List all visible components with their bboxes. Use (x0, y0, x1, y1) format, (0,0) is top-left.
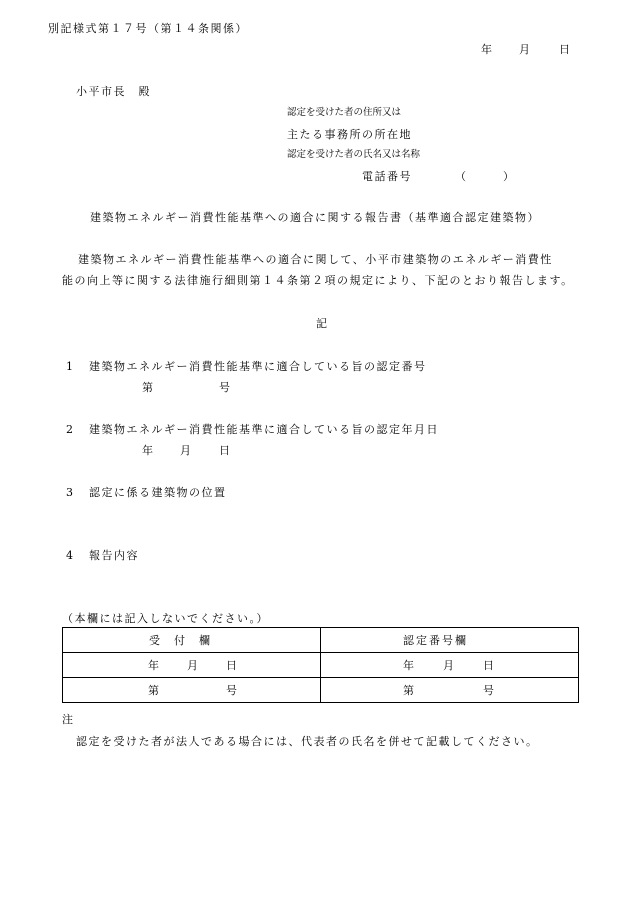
cert-number-header: 認定番号欄 (403, 634, 468, 647)
phone-label: 電話番号 (362, 170, 412, 183)
form-number: 別記様式第１７号（第１４条関係） (48, 22, 248, 35)
cert-month: 月 (443, 659, 454, 672)
item-2-month: 月 (180, 444, 191, 457)
applicant-office-label: 主たる事務所の所在地 (287, 128, 412, 141)
item-2-number: 2 (66, 423, 73, 436)
reception-month: 月 (187, 659, 198, 672)
reception-number-cell (63, 678, 321, 703)
cert-go: 号 (483, 684, 494, 697)
item-1-number: 1 (66, 360, 73, 373)
footnote-label: 注 (62, 713, 73, 726)
reception-day: 日 (226, 659, 237, 672)
reception-dai: 第 (148, 684, 159, 697)
table-number-row (63, 678, 579, 703)
applicant-address-label: 認定を受けた者の住所又は (287, 107, 402, 118)
date-day: 日 (559, 43, 570, 56)
cert-number-cell (321, 678, 579, 703)
cert-dai: 第 (403, 684, 414, 697)
item-4-text: 報告内容 (89, 549, 139, 562)
body-line-2: 能の向上等に関する法律施行細則第１４条第２項の規定により、下記のとおり報告します。 (62, 274, 574, 287)
office-use-table (62, 627, 579, 703)
addressee: 小平市長 殿 (76, 85, 151, 98)
item-2-day: 日 (219, 444, 230, 457)
report-title: 建築物エネルギー消費性能基準への適合に関する報告書（基準適合認定建築物） (90, 211, 540, 224)
applicant-name-label: 認定を受けた者の氏名又は名称 (287, 149, 421, 160)
item-1-go: 号 (219, 381, 230, 394)
cert-year: 年 (403, 659, 414, 672)
office-use-note: （本欄には記入しないでください。） (62, 612, 269, 625)
reception-header: 受 付 欄 (149, 634, 212, 647)
reception-go: 号 (226, 684, 237, 697)
cert-day: 日 (483, 659, 494, 672)
reception-year: 年 (148, 659, 159, 672)
phone-paren-open: （ (455, 170, 466, 183)
item-2-year: 年 (142, 444, 153, 457)
table-date-row (63, 653, 579, 678)
item-4-number: 4 (66, 549, 73, 562)
date-month: 月 (519, 43, 530, 56)
item-1-text: 建築物エネルギー消費性能基準に適合している旨の認定番号 (89, 360, 427, 373)
cert-date-cell (321, 653, 579, 678)
table-header-row (63, 628, 579, 653)
item-1-dai: 第 (142, 381, 153, 394)
item-2-text: 建築物エネルギー消費性能基準に適合している旨の認定年月日 (89, 423, 439, 436)
item-3-number: 3 (66, 486, 73, 499)
reception-date-cell (63, 653, 321, 678)
body-line-1: 建築物エネルギー消費性能基準への適合に関して、小平市建築物のエネルギー消費性 (78, 253, 553, 266)
ki-heading: 記 (316, 317, 327, 330)
phone-paren-close: ） (503, 170, 514, 183)
date-year: 年 (481, 43, 492, 56)
cert-number-header-cell (321, 628, 579, 653)
footnote-text: 認定を受けた者が法人である場合には、代表者の氏名を併せて記載してください。 (76, 735, 539, 748)
reception-header-cell (63, 628, 321, 653)
item-3-text: 認定に係る建築物の位置 (89, 486, 227, 499)
